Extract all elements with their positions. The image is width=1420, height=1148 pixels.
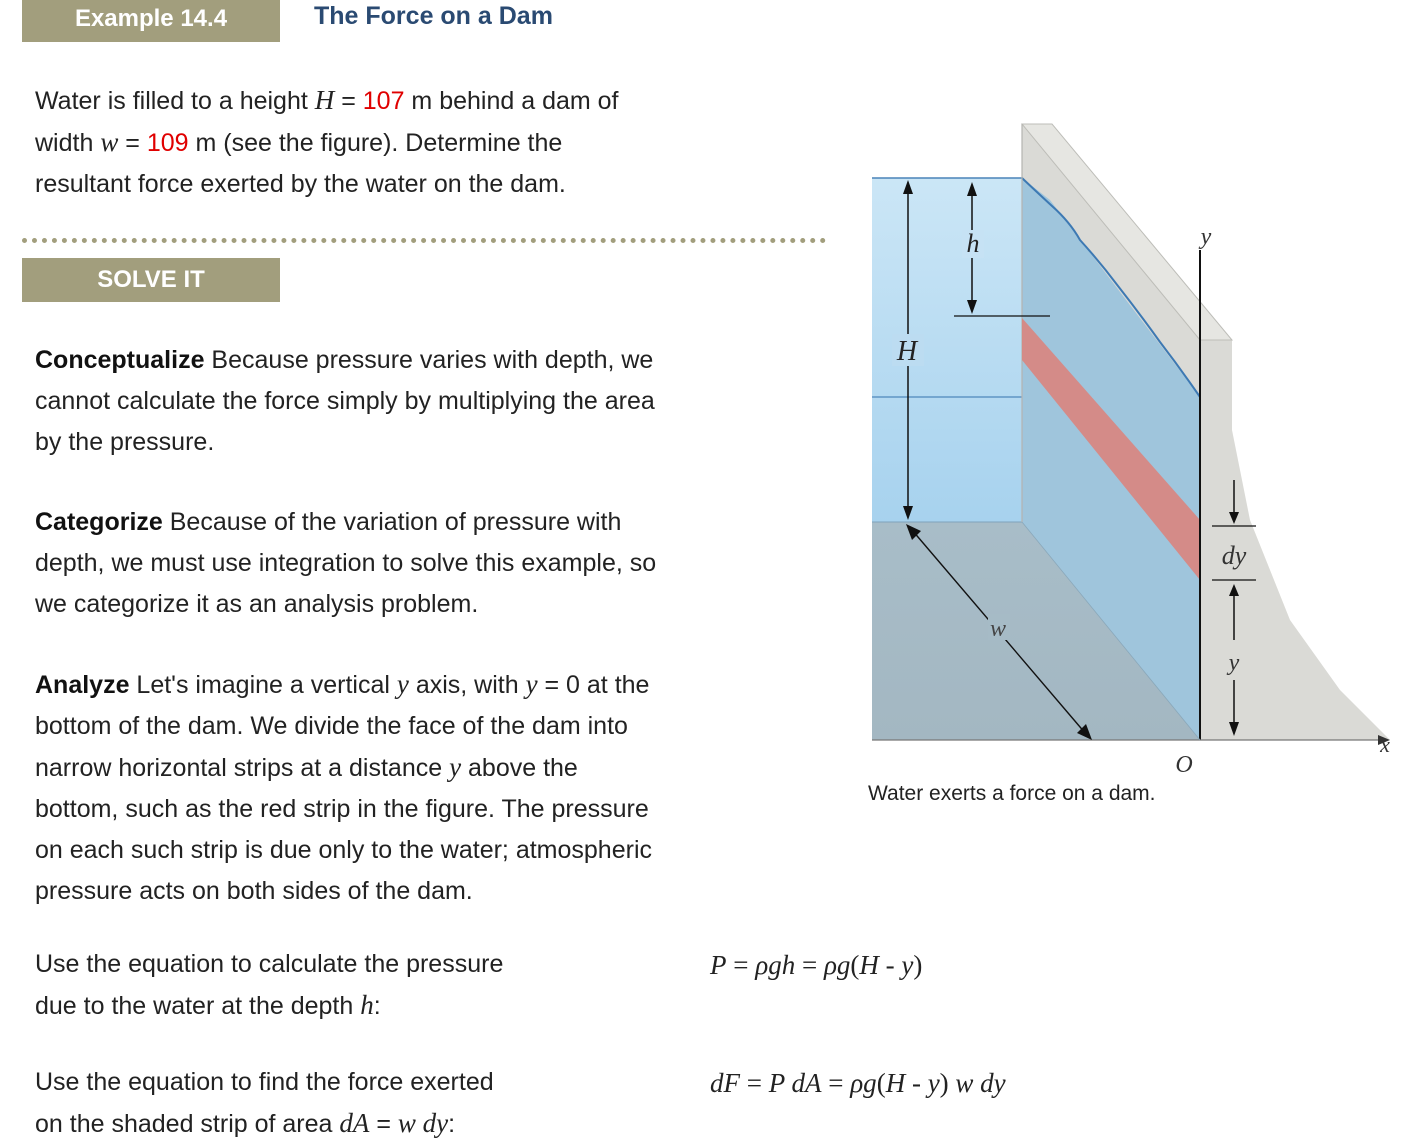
problem-text: width — [35, 129, 101, 157]
problem-line-1 — [35, 80, 619, 122]
analyze-text: Let's imagine a vertical — [129, 671, 397, 699]
height-symbol: H — [314, 85, 335, 115]
step-text: Use the equation to calculate the pressure — [35, 950, 504, 978]
eq-term: ρgh — [755, 950, 796, 980]
conceptualize-text: Because pressure varies with depth, we — [204, 346, 654, 374]
eq-op: - — [878, 950, 902, 980]
force-equation — [710, 1068, 1006, 1099]
solve-it-label: SOLVE IT — [97, 266, 205, 293]
wdy-symbol: w dy — [397, 1108, 449, 1138]
eq-term: H — [859, 950, 879, 980]
conceptualize-heading: Conceptualize — [35, 346, 205, 374]
problem-text: Water is filled to a height — [35, 87, 315, 115]
solve-it-tag — [22, 258, 280, 302]
example-label: Example 14.4 — [74, 5, 228, 32]
analyze-text: bottom of the dam. We divide the face of the dam into — [35, 712, 628, 740]
step-text: : — [373, 992, 381, 1020]
step-text: Use the equation to find the force exerted — [35, 1068, 494, 1096]
figure-caption: Water exerts a force on a dam. — [868, 782, 1156, 805]
conceptualize-section — [35, 340, 655, 463]
dA-symbol: dA — [339, 1108, 370, 1138]
dy-label: dy — [1221, 541, 1247, 570]
eq-term: P dA — [768, 1068, 822, 1098]
problem-line-2 — [35, 122, 619, 164]
problem-text: m (see the figure). Determine the — [188, 129, 563, 157]
H-label: H — [896, 336, 918, 367]
problem-text: m behind a dam of — [404, 87, 619, 115]
analyze-section — [35, 664, 652, 912]
analyze-text: bottom, such as the red strip in the figure. The pressure — [35, 795, 649, 823]
eq-term: y — [927, 1068, 940, 1098]
y-symbol: y — [396, 669, 409, 699]
eq-op: = — [795, 950, 824, 980]
pressure-equation — [710, 950, 922, 981]
eq-term: dF — [710, 1068, 740, 1098]
analyze-text: pressure acts on both sides of the dam. — [35, 877, 473, 905]
problem-statement — [35, 80, 619, 205]
h-label: h — [966, 229, 980, 258]
analyze-heading: Analyze — [35, 671, 130, 699]
width-symbol: w — [100, 127, 119, 157]
conceptualize-text: by the pressure. — [35, 428, 215, 456]
step-text: on the shaded strip of area — [35, 1110, 340, 1138]
eq-op: = — [740, 1068, 769, 1098]
eq-op: = — [726, 950, 756, 980]
y-measure-label: y — [1228, 650, 1240, 676]
analyze-text: narrow horizontal strips at a distance — [35, 754, 450, 782]
h-symbol: h — [360, 990, 374, 1020]
y-symbol: y — [449, 752, 462, 782]
conceptualize-text: cannot calculate the force simply by multiplying the area — [35, 387, 655, 415]
eq-term: P — [710, 950, 727, 980]
w-label: w — [989, 616, 1007, 642]
categorize-section — [35, 502, 656, 625]
step-text: due to the water at the depth — [35, 992, 361, 1020]
eq-op: ) — [913, 950, 923, 980]
categorize-text: depth, we must use integration to solve this example, so — [35, 549, 657, 577]
example-label-tag — [22, 0, 280, 42]
eq-term: ρg — [850, 1068, 877, 1098]
analyze-text: on each such strip is due only to the water; atmospheric — [35, 836, 652, 864]
eq-term: y — [901, 950, 914, 980]
analyze-text: axis, with — [408, 671, 526, 699]
eq-op: ( — [850, 950, 860, 980]
eq-term: ρg — [823, 950, 851, 980]
height-value: 107 — [362, 87, 405, 115]
step-pressure-text — [35, 944, 503, 1027]
step-text: : — [448, 1110, 456, 1138]
categorize-text: Because of the variation of pressure with — [162, 508, 622, 536]
y-axis-label: y — [1200, 224, 1212, 250]
analyze-text: above the — [461, 754, 578, 782]
eq-op: = — [821, 1068, 851, 1098]
eq-op: - — [905, 1068, 928, 1098]
origin-label: O — [1175, 752, 1193, 778]
categorize-text: we categorize it as an analysis problem. — [35, 590, 479, 618]
equals-sign: = — [334, 87, 363, 115]
width-value: 109 — [146, 129, 189, 157]
equals-sign: = — [118, 129, 147, 157]
section-divider — [22, 238, 826, 243]
step-force-text — [35, 1062, 494, 1145]
y-symbol: y — [525, 669, 538, 699]
dam-figure — [860, 110, 1400, 778]
problem-line-3: resultant force exerted by the water on the dam. — [35, 170, 566, 198]
page-title: The Force on a Dam — [314, 2, 553, 30]
eq-term: w dy — [955, 1068, 1006, 1098]
categorize-heading: Categorize — [35, 508, 163, 536]
eq-op: ( — [876, 1068, 886, 1098]
analyze-text: = 0 at the — [537, 671, 650, 699]
eq-op: ) — [939, 1068, 956, 1098]
step-text: = — [369, 1110, 398, 1138]
eq-term: H — [885, 1068, 906, 1098]
x-axis-label: x — [1380, 732, 1390, 757]
